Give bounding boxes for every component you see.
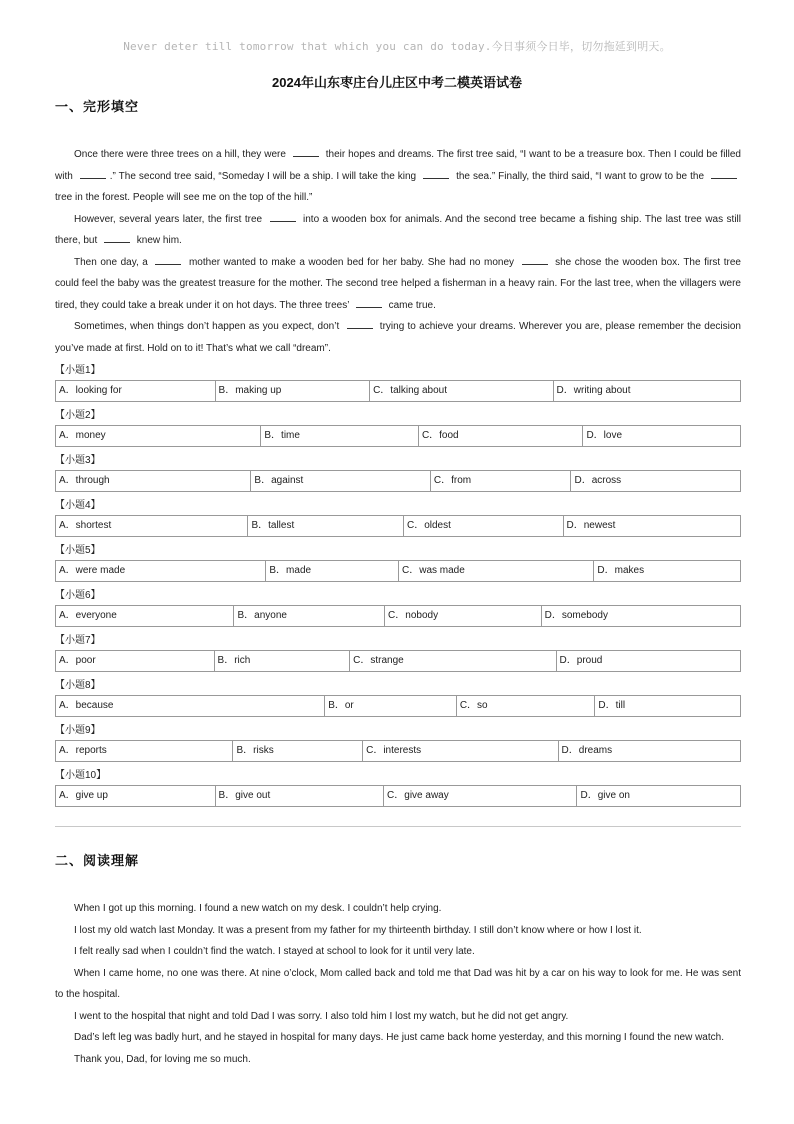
answer-blank bbox=[104, 233, 130, 243]
answer-option[interactable]: B．or bbox=[325, 696, 457, 716]
answer-blank bbox=[711, 169, 737, 179]
answer-blank bbox=[356, 298, 382, 308]
answer-option[interactable]: A．through bbox=[56, 471, 251, 491]
cloze-paragraph bbox=[55, 252, 741, 317]
answer-option[interactable]: C．so bbox=[457, 696, 596, 716]
cloze-paragraph bbox=[55, 144, 741, 209]
answer-option[interactable]: C．strange bbox=[350, 651, 556, 671]
reading-paragraph: Dad’s left leg was badly hurt, and he stayed in hospital for many days. He just came back home yesterday, and this morning I found the new watch. bbox=[74, 1032, 724, 1043]
options-row bbox=[55, 650, 741, 672]
passage-text: Then one day, a bbox=[74, 256, 152, 268]
answer-option[interactable]: A．shortest bbox=[56, 516, 248, 536]
reading-paragraph: When I came home, no one was there. At nine o’clock, Mom called back and told me that Dad was hit by a car on his way to look for me. He was sent to the hospital. bbox=[55, 967, 741, 1000]
cloze-passage bbox=[55, 144, 741, 359]
passage-text: she chose the wooden box. The first tree could feel the baby was the greatest treasure for the mother. The second tree helped a fisherman in a heavy rain. For the last tree, when the villagers were tired, they could take a break under it on hot days. The three trees’ bbox=[55, 256, 741, 311]
answer-option[interactable]: A．give up bbox=[56, 786, 216, 806]
answer-option[interactable]: D．give on bbox=[580, 790, 630, 801]
question-label: 【小题8】 bbox=[55, 680, 101, 691]
passage-text: .” The second tree said, “Someday I will be a ship. I will take the king bbox=[109, 170, 420, 182]
question-label: 【小题3】 bbox=[55, 455, 101, 466]
answer-option[interactable]: D．makes bbox=[597, 565, 645, 576]
answer-option[interactable]: D．writing about bbox=[556, 385, 631, 396]
passage-text: trying to achieve your dreams. Wherever you are, please remember the decision you’ve made at first. Hold on to it! That’s what we call “dream”. bbox=[55, 321, 741, 354]
answer-option[interactable]: A．looking for bbox=[56, 381, 216, 401]
question-label: 【小题7】 bbox=[55, 635, 101, 646]
answer-option[interactable]: D．proud bbox=[559, 655, 603, 666]
answer-option[interactable]: B．made bbox=[266, 561, 399, 581]
answer-option[interactable]: D．somebody bbox=[544, 610, 608, 621]
answer-blank bbox=[270, 212, 296, 222]
answer-blank bbox=[423, 169, 449, 179]
question-label: 【小题2】 bbox=[55, 410, 101, 421]
question-label: 【小题4】 bbox=[55, 500, 101, 511]
cloze-paragraph bbox=[55, 209, 741, 252]
passage-text: their hopes and dreams. The first tree said, “I want to be a treasure box. Then I could be filled with bbox=[55, 149, 741, 182]
answer-option[interactable]: D．across bbox=[574, 475, 622, 486]
reading-paragraph: When I got up this morning. I found a new watch on my desk. I couldn’t help crying. bbox=[74, 903, 442, 914]
answer-option[interactable]: C．talking about bbox=[370, 381, 553, 401]
answer-blank bbox=[347, 319, 373, 329]
options-row bbox=[55, 560, 741, 582]
answer-option[interactable]: B．time bbox=[261, 426, 419, 446]
answer-option[interactable]: C．nobody bbox=[385, 606, 542, 626]
answer-option[interactable]: D．newest bbox=[566, 520, 616, 531]
answer-blank bbox=[155, 255, 181, 265]
options-row bbox=[55, 515, 741, 537]
answer-option[interactable]: D．love bbox=[586, 430, 623, 441]
passage-text: Sometimes, when things don’t happen as you expect, don’t bbox=[74, 321, 343, 332]
reading-paragraph: I lost my old watch last Monday. It was a present from my father for my thirteenth birthday. I still don’t know where or how I lost it. bbox=[74, 924, 642, 936]
question-label: 【小题5】 bbox=[55, 545, 101, 556]
answer-option[interactable]: B．tallest bbox=[248, 516, 404, 536]
answer-option[interactable]: B．against bbox=[251, 471, 430, 491]
answer-option[interactable]: A．reports bbox=[56, 741, 233, 761]
answer-option[interactable]: A．poor bbox=[56, 651, 215, 671]
passage-text: came true. bbox=[385, 299, 436, 311]
question-label: 【小题6】 bbox=[55, 590, 101, 601]
answer-option[interactable]: D．dreams bbox=[561, 745, 613, 756]
section-reading-heading: 二、阅读理解 bbox=[55, 854, 140, 869]
answer-option[interactable]: C．give away bbox=[384, 786, 577, 806]
options-row bbox=[55, 740, 741, 762]
passage-text: However, several years later, the first tree bbox=[74, 213, 266, 225]
answer-blank bbox=[522, 255, 548, 265]
answer-option[interactable]: C．interests bbox=[363, 741, 558, 761]
options-row bbox=[55, 425, 741, 447]
answer-option[interactable]: C．was made bbox=[399, 561, 594, 581]
options-row bbox=[55, 605, 741, 627]
exam-title: 2024年山东枣庄台儿庄区中考二模英语试卷 bbox=[272, 75, 522, 90]
page-motto: Never deter till tomorrow that which you can do today.今日事须今日毕，切勿拖延到明天。 bbox=[123, 40, 671, 53]
answer-option[interactable]: C．food bbox=[419, 426, 584, 446]
answer-option[interactable]: A．because bbox=[56, 696, 325, 716]
answer-blank bbox=[293, 147, 319, 157]
answer-option[interactable]: A．money bbox=[56, 426, 261, 446]
reading-passage bbox=[55, 898, 741, 1070]
reading-paragraph: Thank you, Dad, for loving me so much. bbox=[74, 1053, 251, 1065]
answer-blank bbox=[80, 169, 106, 179]
passage-text: tree in the forest. People will see me on the top of the hill.” bbox=[55, 192, 313, 203]
reading-paragraph: I felt really sad when I couldn’t find the watch. I stayed at school to look for it until very late. bbox=[74, 946, 475, 957]
passage-text: knew him. bbox=[134, 235, 182, 246]
question-label: 【小题10】 bbox=[55, 770, 107, 781]
question-label: 【小题1】 bbox=[55, 365, 101, 376]
options-row bbox=[55, 785, 741, 807]
answer-option[interactable]: C．oldest bbox=[404, 516, 564, 536]
section-divider bbox=[55, 826, 741, 827]
question-list bbox=[55, 362, 741, 812]
question-label: 【小题9】 bbox=[55, 725, 101, 736]
answer-option[interactable]: C．from bbox=[431, 471, 572, 491]
answer-option[interactable]: A．were made bbox=[56, 561, 266, 581]
answer-option[interactable]: B．give out bbox=[216, 786, 385, 806]
passage-text: mother wanted to make a wooden bed for her baby. She had no money bbox=[185, 256, 518, 268]
section-cloze-heading: 一、完形填空 bbox=[55, 100, 140, 115]
options-row bbox=[55, 470, 741, 492]
passage-text: into a wooden box for animals. And the second tree became a fishing ship. The last tree was still there, but bbox=[55, 213, 742, 246]
answer-option[interactable]: B．risks bbox=[233, 741, 363, 761]
cloze-paragraph bbox=[55, 316, 741, 359]
answer-option[interactable]: B．making up bbox=[216, 381, 371, 401]
passage-text: Once there were three trees on a hill, they were bbox=[74, 149, 289, 160]
passage-text: the sea.” Finally, the third said, “I want to grow to be the bbox=[453, 170, 707, 182]
options-row bbox=[55, 695, 741, 717]
answer-option[interactable]: D．till bbox=[598, 700, 626, 711]
answer-option[interactable]: B．rich bbox=[215, 651, 351, 671]
reading-paragraph: I went to the hospital that night and told Dad I was sorry. I also told him I lost my watch, but he did not get angry. bbox=[74, 1010, 569, 1022]
answer-option[interactable]: B．anyone bbox=[234, 606, 385, 626]
options-row bbox=[55, 380, 741, 402]
answer-option[interactable]: A．everyone bbox=[56, 606, 234, 626]
